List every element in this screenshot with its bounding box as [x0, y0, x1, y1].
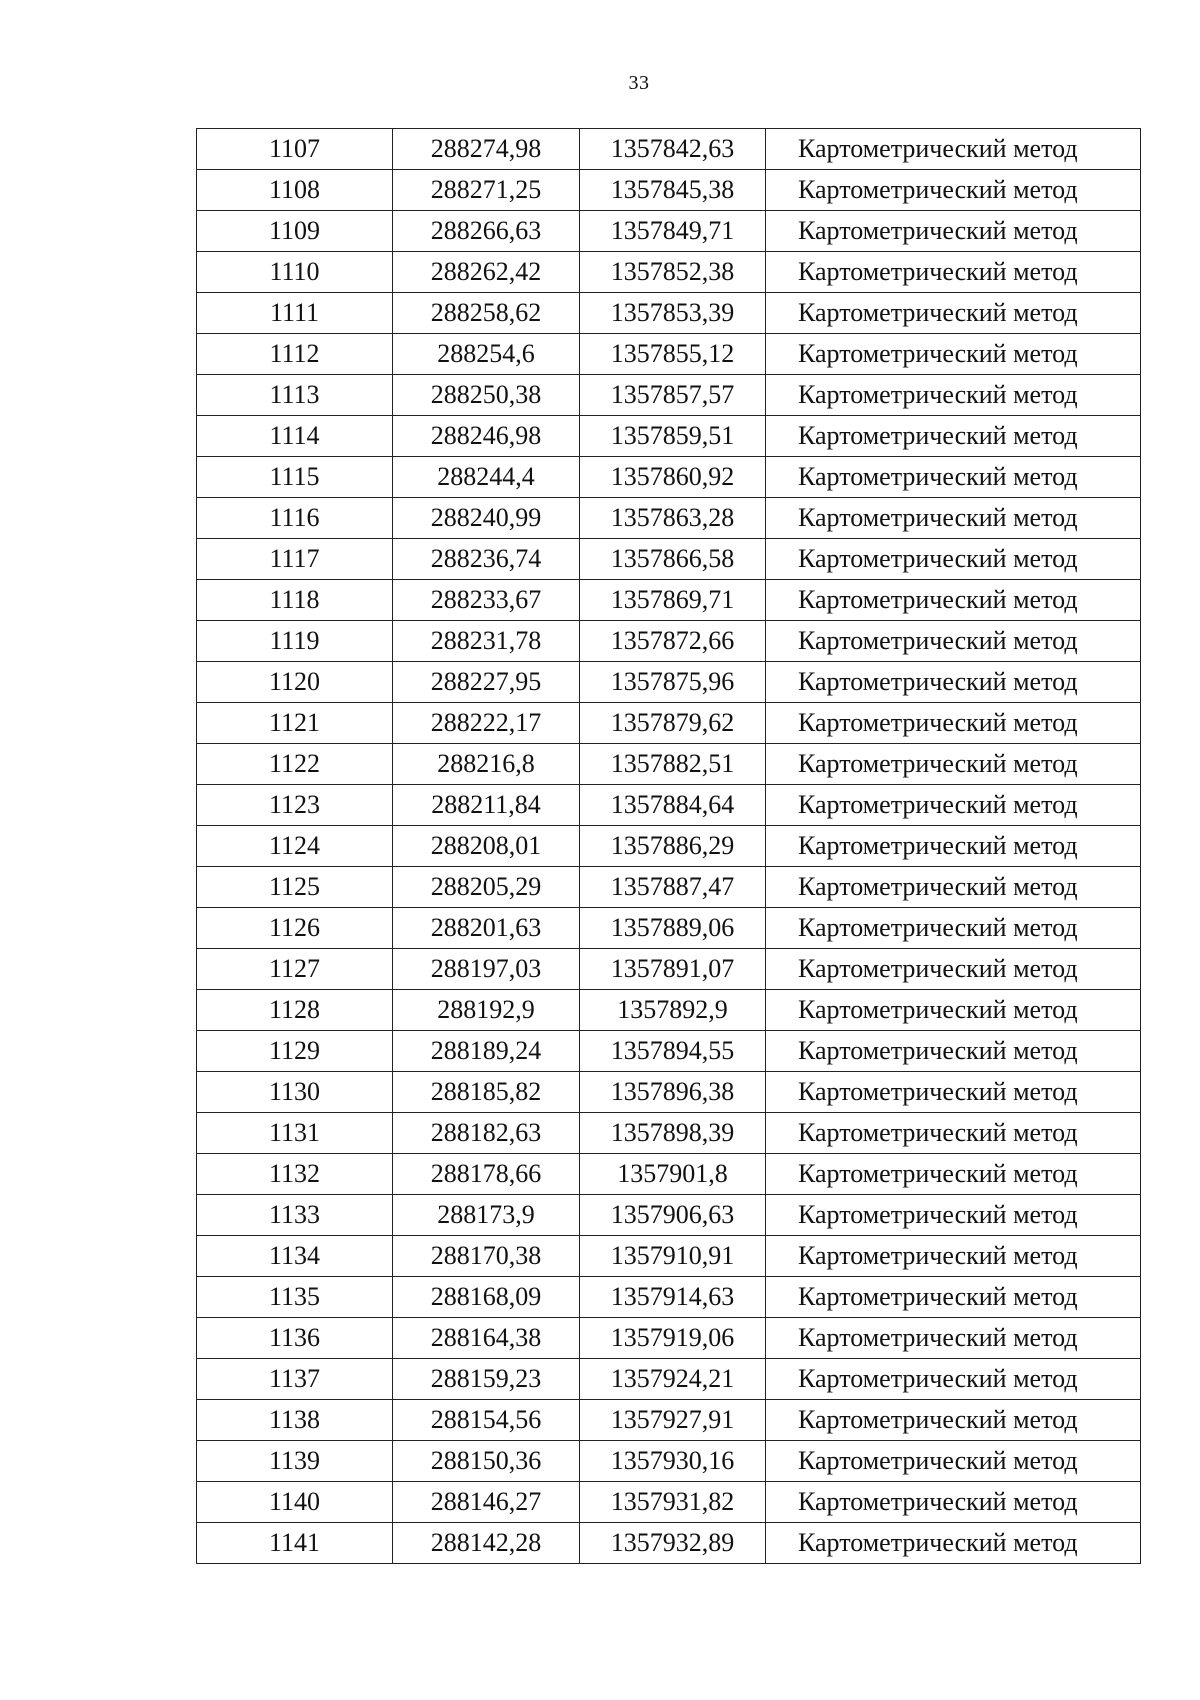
y-coordinate-cell: 1357879,62 — [580, 703, 766, 744]
method-cell: Картометрический метод — [766, 1031, 1141, 1072]
y-coordinate-cell: 1357914,63 — [580, 1277, 766, 1318]
table-row — [197, 744, 1141, 785]
method-cell: Картометрический метод — [766, 334, 1141, 375]
table-row — [197, 908, 1141, 949]
y-coordinate-cell: 1357894,55 — [580, 1031, 766, 1072]
point-number-cell: 1137 — [197, 1359, 393, 1400]
table-row — [197, 949, 1141, 990]
method-cell: Картометрический метод — [766, 1441, 1141, 1482]
method-cell: Картометрический метод — [766, 580, 1141, 621]
table-row — [197, 867, 1141, 908]
table-row — [197, 621, 1141, 662]
point-number-cell: 1128 — [197, 990, 393, 1031]
method-cell: Картометрический метод — [766, 949, 1141, 990]
method-cell: Картометрический метод — [766, 1523, 1141, 1564]
x-coordinate-cell: 288154,56 — [393, 1400, 580, 1441]
point-number-cell: 1118 — [197, 580, 393, 621]
point-number-cell: 1140 — [197, 1482, 393, 1523]
table-row — [197, 1113, 1141, 1154]
table-row — [197, 703, 1141, 744]
x-coordinate-cell: 288201,63 — [393, 908, 580, 949]
y-coordinate-cell: 1357910,91 — [580, 1236, 766, 1277]
x-coordinate-cell: 288168,09 — [393, 1277, 580, 1318]
y-coordinate-cell: 1357875,96 — [580, 662, 766, 703]
y-coordinate-cell: 1357931,82 — [580, 1482, 766, 1523]
x-coordinate-cell: 288231,78 — [393, 621, 580, 662]
y-coordinate-cell: 1357882,51 — [580, 744, 766, 785]
method-cell: Картометрический метод — [766, 1113, 1141, 1154]
y-coordinate-cell: 1357842,63 — [580, 129, 766, 170]
point-number-cell: 1133 — [197, 1195, 393, 1236]
x-coordinate-cell: 288211,84 — [393, 785, 580, 826]
method-cell: Картометрический метод — [766, 826, 1141, 867]
method-cell: Картометрический метод — [766, 1195, 1141, 1236]
y-coordinate-cell: 1357866,58 — [580, 539, 766, 580]
x-coordinate-cell: 288216,8 — [393, 744, 580, 785]
x-coordinate-cell: 288227,95 — [393, 662, 580, 703]
method-cell: Картометрический метод — [766, 1318, 1141, 1359]
table-row — [197, 1277, 1141, 1318]
y-coordinate-cell: 1357889,06 — [580, 908, 766, 949]
y-coordinate-cell: 1357932,89 — [580, 1523, 766, 1564]
x-coordinate-cell: 288150,36 — [393, 1441, 580, 1482]
x-coordinate-cell: 288170,38 — [393, 1236, 580, 1277]
method-cell: Картометрический метод — [766, 1277, 1141, 1318]
table-row — [197, 293, 1141, 334]
y-coordinate-cell: 1357898,39 — [580, 1113, 766, 1154]
x-coordinate-cell: 288244,4 — [393, 457, 580, 498]
x-coordinate-cell: 288185,82 — [393, 1072, 580, 1113]
point-number-cell: 1141 — [197, 1523, 393, 1564]
point-number-cell: 1120 — [197, 662, 393, 703]
x-coordinate-cell: 288274,98 — [393, 129, 580, 170]
x-coordinate-cell: 288258,62 — [393, 293, 580, 334]
y-coordinate-cell: 1357930,16 — [580, 1441, 766, 1482]
table-row — [197, 1236, 1141, 1277]
table-row — [197, 1154, 1141, 1195]
table-row — [197, 1359, 1141, 1400]
x-coordinate-cell: 288246,98 — [393, 416, 580, 457]
y-coordinate-cell: 1357896,38 — [580, 1072, 766, 1113]
point-number-cell: 1107 — [197, 129, 393, 170]
method-cell: Картометрический метод — [766, 375, 1141, 416]
point-number-cell: 1117 — [197, 539, 393, 580]
point-number-cell: 1138 — [197, 1400, 393, 1441]
table-row — [197, 580, 1141, 621]
y-coordinate-cell: 1357891,07 — [580, 949, 766, 990]
point-number-cell: 1130 — [197, 1072, 393, 1113]
table-row — [197, 1072, 1141, 1113]
point-number-cell: 1122 — [197, 744, 393, 785]
coordinates-table-body — [197, 129, 1141, 1564]
x-coordinate-cell: 288146,27 — [393, 1482, 580, 1523]
table-row — [197, 457, 1141, 498]
method-cell: Картометрический метод — [766, 703, 1141, 744]
y-coordinate-cell: 1357901,8 — [580, 1154, 766, 1195]
table-row — [197, 785, 1141, 826]
point-number-cell: 1112 — [197, 334, 393, 375]
table-row — [197, 170, 1141, 211]
table-row — [197, 1031, 1141, 1072]
method-cell: Картометрический метод — [766, 129, 1141, 170]
point-number-cell: 1124 — [197, 826, 393, 867]
table-row — [197, 662, 1141, 703]
method-cell: Картометрический метод — [766, 867, 1141, 908]
point-number-cell: 1121 — [197, 703, 393, 744]
x-coordinate-cell: 288192,9 — [393, 990, 580, 1031]
method-cell: Картометрический метод — [766, 1359, 1141, 1400]
point-number-cell: 1136 — [197, 1318, 393, 1359]
point-number-cell: 1115 — [197, 457, 393, 498]
y-coordinate-cell: 1357872,66 — [580, 621, 766, 662]
page-number: 33 — [628, 72, 650, 94]
method-cell: Картометрический метод — [766, 1236, 1141, 1277]
point-number-cell: 1113 — [197, 375, 393, 416]
method-cell: Картометрический метод — [766, 252, 1141, 293]
point-number-cell: 1135 — [197, 1277, 393, 1318]
x-coordinate-cell: 288178,66 — [393, 1154, 580, 1195]
point-number-cell: 1116 — [197, 498, 393, 539]
x-coordinate-cell: 288236,74 — [393, 539, 580, 580]
y-coordinate-cell: 1357919,06 — [580, 1318, 766, 1359]
x-coordinate-cell: 288262,42 — [393, 252, 580, 293]
point-number-cell: 1127 — [197, 949, 393, 990]
y-coordinate-cell: 1357927,91 — [580, 1400, 766, 1441]
coordinates-table — [196, 128, 1141, 1564]
method-cell: Картометрический метод — [766, 1482, 1141, 1523]
method-cell: Картометрический метод — [766, 785, 1141, 826]
table-row — [197, 1400, 1141, 1441]
table-row — [197, 498, 1141, 539]
table-row — [197, 990, 1141, 1031]
point-number-cell: 1129 — [197, 1031, 393, 1072]
table-row — [197, 1318, 1141, 1359]
y-coordinate-cell: 1357863,28 — [580, 498, 766, 539]
point-number-cell: 1123 — [197, 785, 393, 826]
point-number-cell: 1119 — [197, 621, 393, 662]
y-coordinate-cell: 1357869,71 — [580, 580, 766, 621]
x-coordinate-cell: 288164,38 — [393, 1318, 580, 1359]
table-row — [197, 1523, 1141, 1564]
x-coordinate-cell: 288159,23 — [393, 1359, 580, 1400]
y-coordinate-cell: 1357884,64 — [580, 785, 766, 826]
point-number-cell: 1134 — [197, 1236, 393, 1277]
point-number-cell: 1111 — [197, 293, 393, 334]
method-cell: Картометрический метод — [766, 211, 1141, 252]
y-coordinate-cell: 1357853,39 — [580, 293, 766, 334]
x-coordinate-cell: 288173,9 — [393, 1195, 580, 1236]
y-coordinate-cell: 1357855,12 — [580, 334, 766, 375]
x-coordinate-cell: 288266,63 — [393, 211, 580, 252]
x-coordinate-cell: 288142,28 — [393, 1523, 580, 1564]
x-coordinate-cell: 288197,03 — [393, 949, 580, 990]
table-row — [197, 1195, 1141, 1236]
method-cell: Картометрический метод — [766, 1400, 1141, 1441]
table-row — [197, 375, 1141, 416]
y-coordinate-cell: 1357924,21 — [580, 1359, 766, 1400]
y-coordinate-cell: 1357849,71 — [580, 211, 766, 252]
table-row — [197, 826, 1141, 867]
y-coordinate-cell: 1357859,51 — [580, 416, 766, 457]
x-coordinate-cell: 288254,6 — [393, 334, 580, 375]
method-cell: Картометрический метод — [766, 990, 1141, 1031]
method-cell: Картометрический метод — [766, 457, 1141, 498]
method-cell: Картометрический метод — [766, 416, 1141, 457]
method-cell: Картометрический метод — [766, 1154, 1141, 1195]
y-coordinate-cell: 1357852,38 — [580, 252, 766, 293]
y-coordinate-cell: 1357860,92 — [580, 457, 766, 498]
x-coordinate-cell: 288222,17 — [393, 703, 580, 744]
method-cell: Картометрический метод — [766, 498, 1141, 539]
y-coordinate-cell: 1357845,38 — [580, 170, 766, 211]
method-cell: Картометрический метод — [766, 908, 1141, 949]
method-cell: Картометрический метод — [766, 293, 1141, 334]
x-coordinate-cell: 288182,63 — [393, 1113, 580, 1154]
table-row — [197, 334, 1141, 375]
point-number-cell: 1114 — [197, 416, 393, 457]
point-number-cell: 1125 — [197, 867, 393, 908]
method-cell: Картометрический метод — [766, 170, 1141, 211]
point-number-cell: 1126 — [197, 908, 393, 949]
point-number-cell: 1109 — [197, 211, 393, 252]
y-coordinate-cell: 1357906,63 — [580, 1195, 766, 1236]
method-cell: Картометрический метод — [766, 1072, 1141, 1113]
x-coordinate-cell: 288240,99 — [393, 498, 580, 539]
table-row — [197, 129, 1141, 170]
table-row — [197, 1441, 1141, 1482]
y-coordinate-cell: 1357857,57 — [580, 375, 766, 416]
point-number-cell: 1108 — [197, 170, 393, 211]
y-coordinate-cell: 1357887,47 — [580, 867, 766, 908]
point-number-cell: 1110 — [197, 252, 393, 293]
y-coordinate-cell: 1357892,9 — [580, 990, 766, 1031]
point-number-cell: 1131 — [197, 1113, 393, 1154]
table-row — [197, 539, 1141, 580]
method-cell: Картометрический метод — [766, 744, 1141, 785]
x-coordinate-cell: 288250,38 — [393, 375, 580, 416]
y-coordinate-cell: 1357886,29 — [580, 826, 766, 867]
point-number-cell: 1139 — [197, 1441, 393, 1482]
x-coordinate-cell: 288189,24 — [393, 1031, 580, 1072]
table-row — [197, 1482, 1141, 1523]
method-cell: Картометрический метод — [766, 539, 1141, 580]
point-number-cell: 1132 — [197, 1154, 393, 1195]
table-row — [197, 252, 1141, 293]
x-coordinate-cell: 288233,67 — [393, 580, 580, 621]
x-coordinate-cell: 288271,25 — [393, 170, 580, 211]
table-row — [197, 416, 1141, 457]
x-coordinate-cell: 288208,01 — [393, 826, 580, 867]
method-cell: Картометрический метод — [766, 621, 1141, 662]
table-row — [197, 211, 1141, 252]
method-cell: Картометрический метод — [766, 662, 1141, 703]
x-coordinate-cell: 288205,29 — [393, 867, 580, 908]
